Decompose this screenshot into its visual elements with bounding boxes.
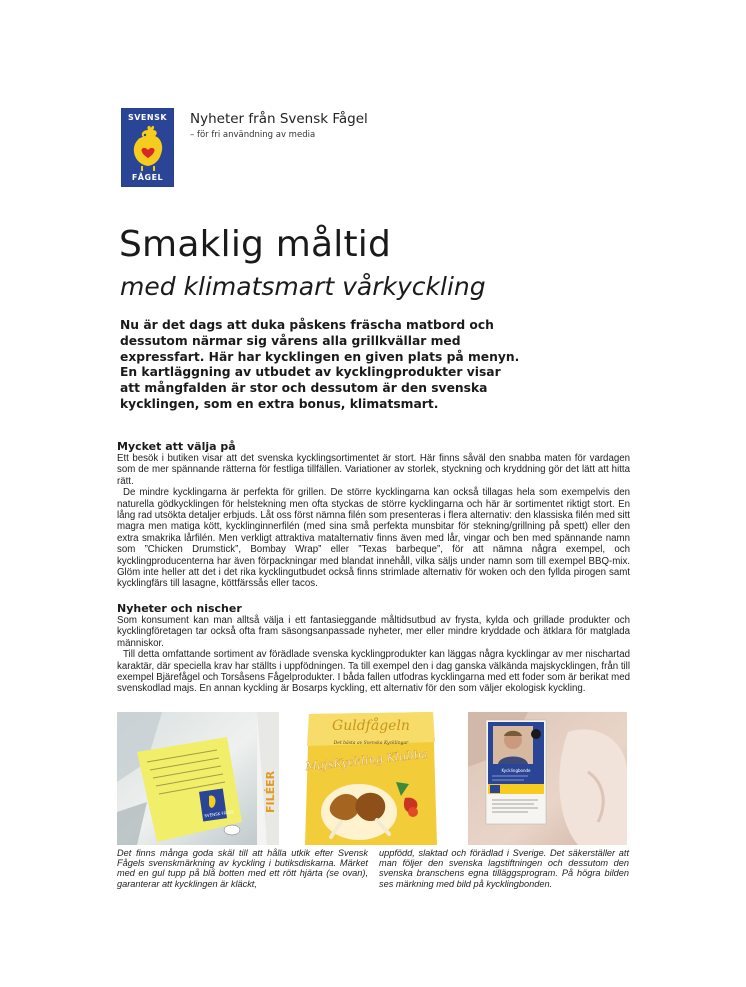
- logo-top-text: SVENSK: [127, 113, 168, 122]
- farmer-label-text: Kycklingbonde: [501, 768, 531, 773]
- section-paragraph: Som konsument kan man alltså välja i ett fantasieggande måltidsutbud av frysta, kylda och grillade produkter och kycklingföretagen tar också ofta fram säsongsanpassade nyheter, mer eller mindre kryddade och ätklara för matglada människor.: [117, 615, 630, 649]
- article-subtitle: med klimatsmart vårkyckling: [120, 272, 486, 301]
- section-paragraph: De mindre kycklingarna är perfekta för grillen. De större kycklingarna kan också tillagas hela som exempelvis den naturella gödkycklingen för helstekning men ofta styckas de större kycklingarna och här är sortimentet riktigt stort. En lång rad utsökta detaljer erbjuds. Låt oss först nämna filén som presenteras i flera alternativ: den klassiska filén med sitt magra men matiga kött, kycklinginnerfilén (med sina små perfekta munsbitar för stekning/grillning på spett) eller den extra smakrika lårfilén. Men verkligt attraktiva matalternativ finns även med lår, vingar och ben med spännande namn som ”Chicken Drumstick”, Bombay Wrap” eller ”Texas barbeque”, för att nämna några exempel, och kycklingproducenterna har även förpackningar med blandat innehåll, vilka säljs under namn som till exempel BBQ-mix. Glöm inte heller att det i det rika kycklingutbudet också finns strimlade alternativ för woken och den fyllda pirogen samt kycklingfärs till lasagne, köttfärssås eller tacos.: [117, 487, 630, 590]
- rooster-icon: [128, 124, 169, 172]
- photo-fillet-package: [117, 712, 279, 845]
- logo-bottom-text: FÅGEL: [131, 173, 164, 182]
- section-nyheter-och-nischer: [117, 603, 630, 695]
- bag-brand-text: Guldfågeln: [332, 718, 410, 734]
- section-paragraph: Till detta omfattande sortiment av förädlade svenska kycklingprodukter kan läggas några kycklingar av mer nischartad karaktär, där speciella krav har ställts i uppfödningen. Ta till exempel den i dag ganska välkända majskycklingen, från till exempel Bjärefågel och Torsåsens Fågelprodukter. I båda fallen utfodras kycklingarna med ett foder som är berikat med svenskodlad majs. En annan kyckling är Bosarps kyckling, ett alternativ för den som väljer ekologisk kyckling.: [117, 649, 630, 695]
- svensk-fagel-logo: [121, 108, 174, 187]
- photo-caption-right: uppfödd, slaktad och förädlad i Sverige. Det säkerställer att man följer den svenska lagstiftningen och dessutom den svenska branschens egna tilläggsprogram. På högra bilden ses märkning med bild på kycklingbonden.: [379, 848, 629, 889]
- photo-caption-left: Det finns många goda skäl till att hålla utkik efter Svensk Fågels svenskmärkning av kyckling i butiksdiskarna. Märket med en gul tupp på blå botten med ett rött hjärta (se ovan), garanterar att kycklingen är kläckt,: [117, 848, 368, 889]
- org-name: Nyheter från Svensk Fågel: [190, 111, 368, 127]
- package-label-text: FILÉER: [264, 770, 277, 813]
- section-heading: Mycket att välja på: [117, 440, 236, 453]
- section-paragraph: Ett besök i butiken visar att det svenska kycklingsortimentet är stort. Här finns såväl den snabba maten för vardagen som de mer spännande rätterna för festliga tillfällen. Variationer av storlek, styckning och kryddning gör det lätt att hitta rätt.: [117, 453, 630, 487]
- package-brand-text: SVENSK FÅGEL: [204, 809, 235, 819]
- section-heading: Nyheter och nischer: [117, 602, 242, 615]
- photo-farmer-label: [468, 712, 627, 845]
- bag-tagline-text: Det bästa av Svenska Kycklingar: [333, 741, 409, 746]
- bag-product-text: MajsKyckling Klubba: [304, 746, 429, 774]
- lead-paragraph: Nu är det dags att duka påskens fräscha matbord och dessutom närmar sig vårens alla grillkvällar med expressfart. Här har kycklingen en given plats på menyn.: [120, 318, 520, 364]
- section-mycket-att-valja: [117, 441, 630, 590]
- org-subtitle: – för fri användning av media: [190, 130, 316, 140]
- photo-guldfageln-bag: [301, 712, 441, 845]
- article-title: Smaklig måltid: [119, 224, 392, 265]
- lead-paragraph: En kartläggning av utbudet av kycklingprodukter visar att mångfalden är stor och dessutom är den svenska kycklingen, som en extra bonus, klimatsmart.: [120, 365, 501, 411]
- article-lead: [120, 318, 520, 413]
